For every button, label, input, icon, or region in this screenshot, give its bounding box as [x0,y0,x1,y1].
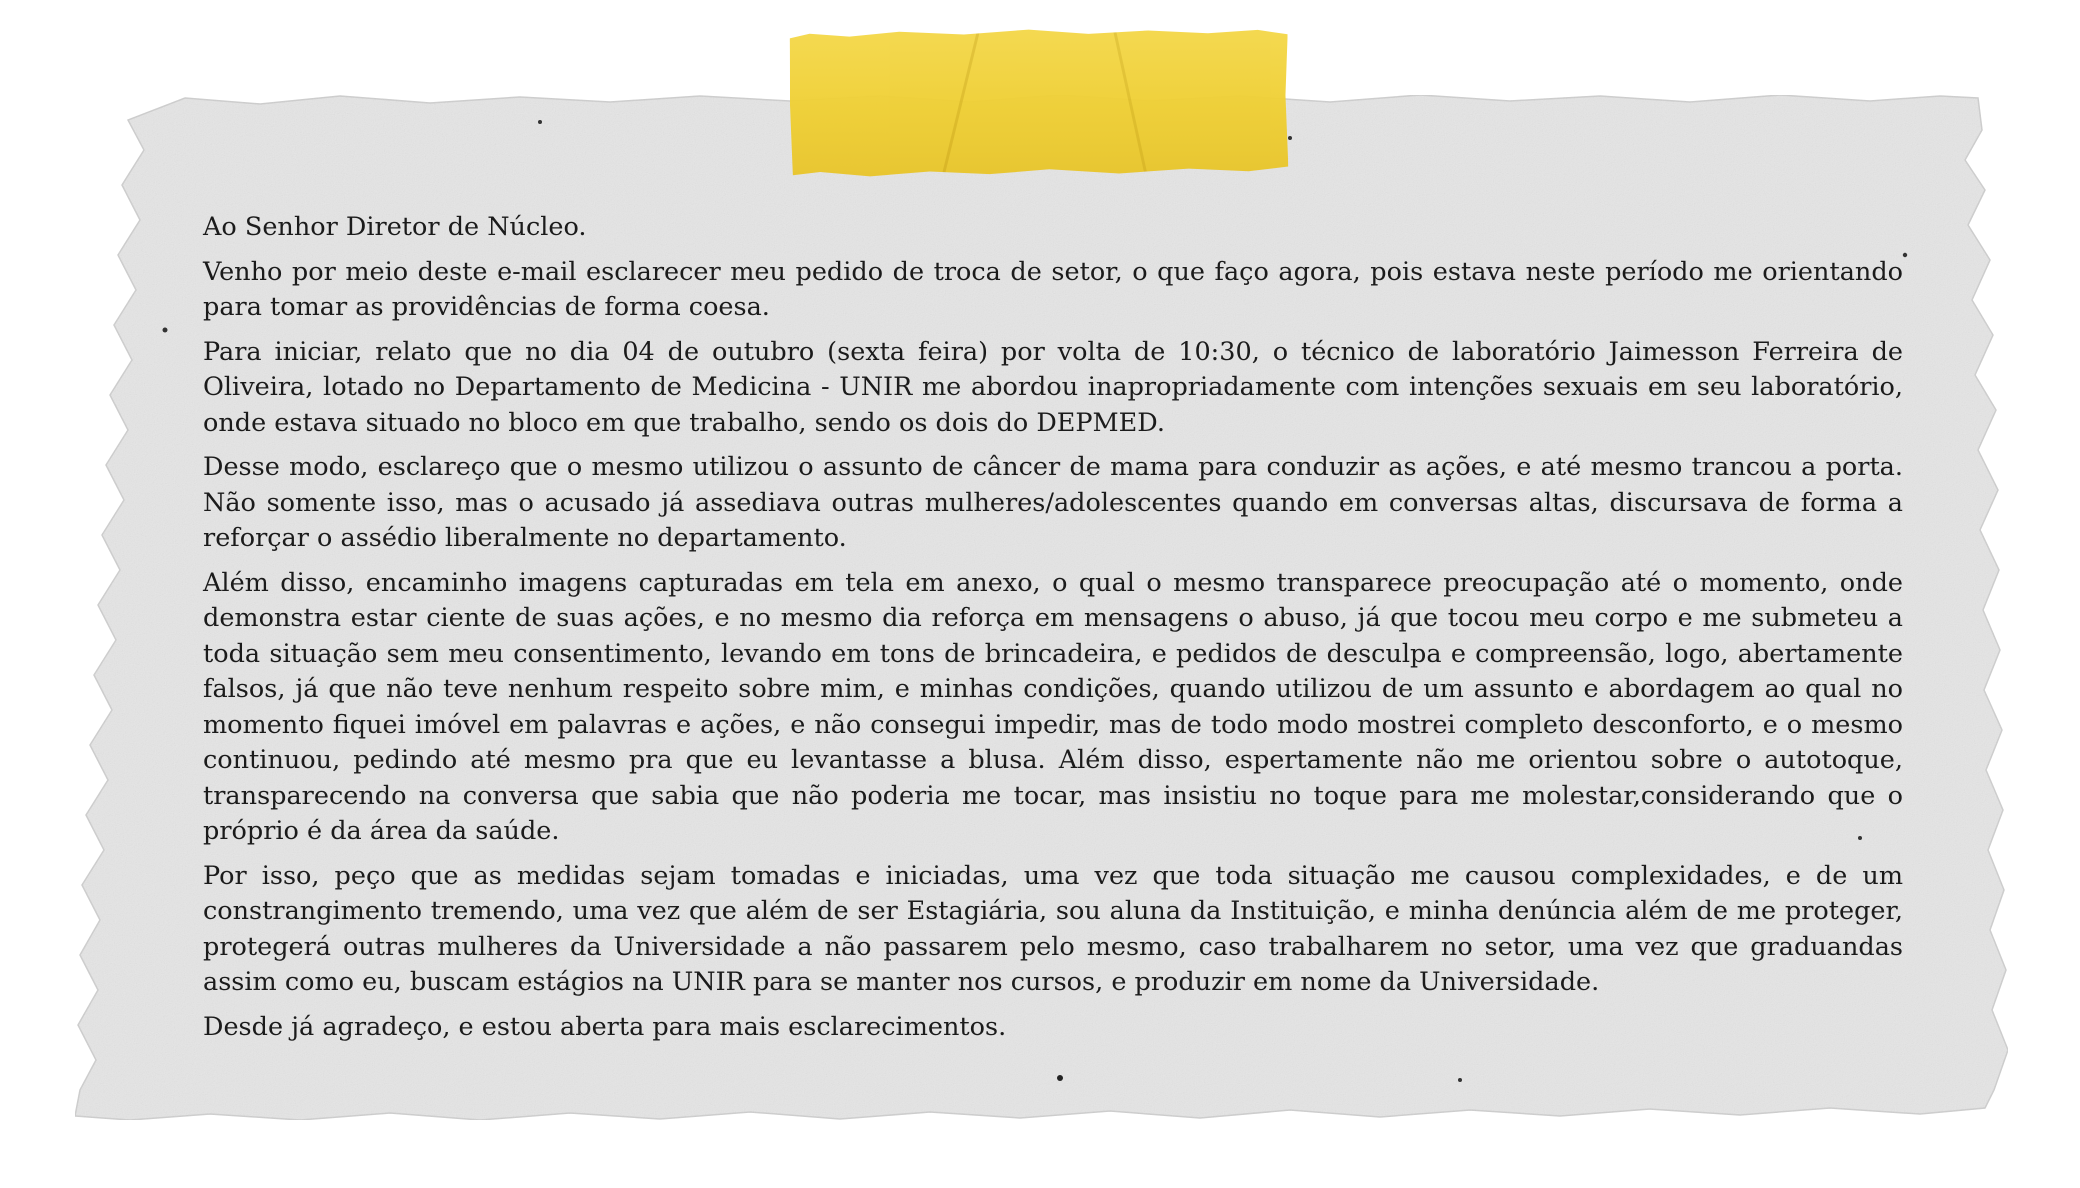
letter-salutation: Ao Senhor Diretor de Núcleo. [203,212,587,242]
letter-paragraph: Venho por meio deste e-mail esclarecer meu pedido de troca de setor, o que faço agora, pois estava neste período me orientando para tomar as providências de forma coesa. [203,256,1903,322]
letter-paragraph: Além disso, encaminho imagens capturadas em tela em anexo, o qual o mesmo transparece preocupação até o momento, onde demonstra estar ciente de suas ações, e no mesmo dia reforça em mensagens o abuso, já que tocou meu corpo e me submeteu a toda situação sem meu consentimento, levando em tons de brincadeira, e pedidos de desculpa e compreensão, logo, abertamente falsos, já que não teve nenhum respeito sobre mim, e minhas condições, quando utilizou de um assunto e abordagem ao qual no momento fiquei imóvel em palavras e ações, e não consegui impedir, mas de todo modo mostrei completo desconforto, e o mesmo continuou, pedindo até mesmo pra que eu levantasse a blusa. Além disso, espertamente não me orientou sobre o autotoque, transparecendo na conversa que sabia que não poderia me tocar, mas insistiu no toque para me molestar,considerando que o próprio é da área da saúde. [203,567,1903,846]
letter-closing: Desde já agradeço, e estou aberta para mais esclarecimentos. [203,1011,1007,1042]
letter-paragraph: Para iniciar, relato que no dia 04 de outubro (sexta feira) por volta de 10:30, o técnico de laboratório Jaimesson Ferreira de Oliveira, lotado no Departamento de Medicina - UNIR me abordou inapropriadamente com intenções sexuais em seu laboratório, onde estava situado no bloco em que trabalho, sendo os dois do DEPMED. [203,336,1903,438]
letter-body [203,210,1903,1054]
letter-paragraph: Desse modo, esclareço que o mesmo utilizou o assunto de câncer de mama para conduzir as ações, e até mesmo trancou a porta. Não somente isso, mas o acusado já assediava outras mulheres/adolescentes quando em conversas altas, discursava de forma a reforçar o assédio liberalmente no departamento. [203,452,1903,553]
letter-paragraph: Por isso, peço que as medidas sejam tomadas e iniciadas, uma vez que toda situação me causou complexidades, e de um constrangimento tremendo, uma vez que além de ser Estagiária, sou aluna da Instituição, e minha denúncia além de me proteger, protegerá outras mulheres da Universidade a não passarem pelo mesmo, caso trabalharem no setor, uma vez que graduandas assim como eu, buscam estágios na UNIR para se manter nos cursos, e produzir em nome da Universidade. [203,860,1903,997]
adhesive-tape [790,27,1289,182]
